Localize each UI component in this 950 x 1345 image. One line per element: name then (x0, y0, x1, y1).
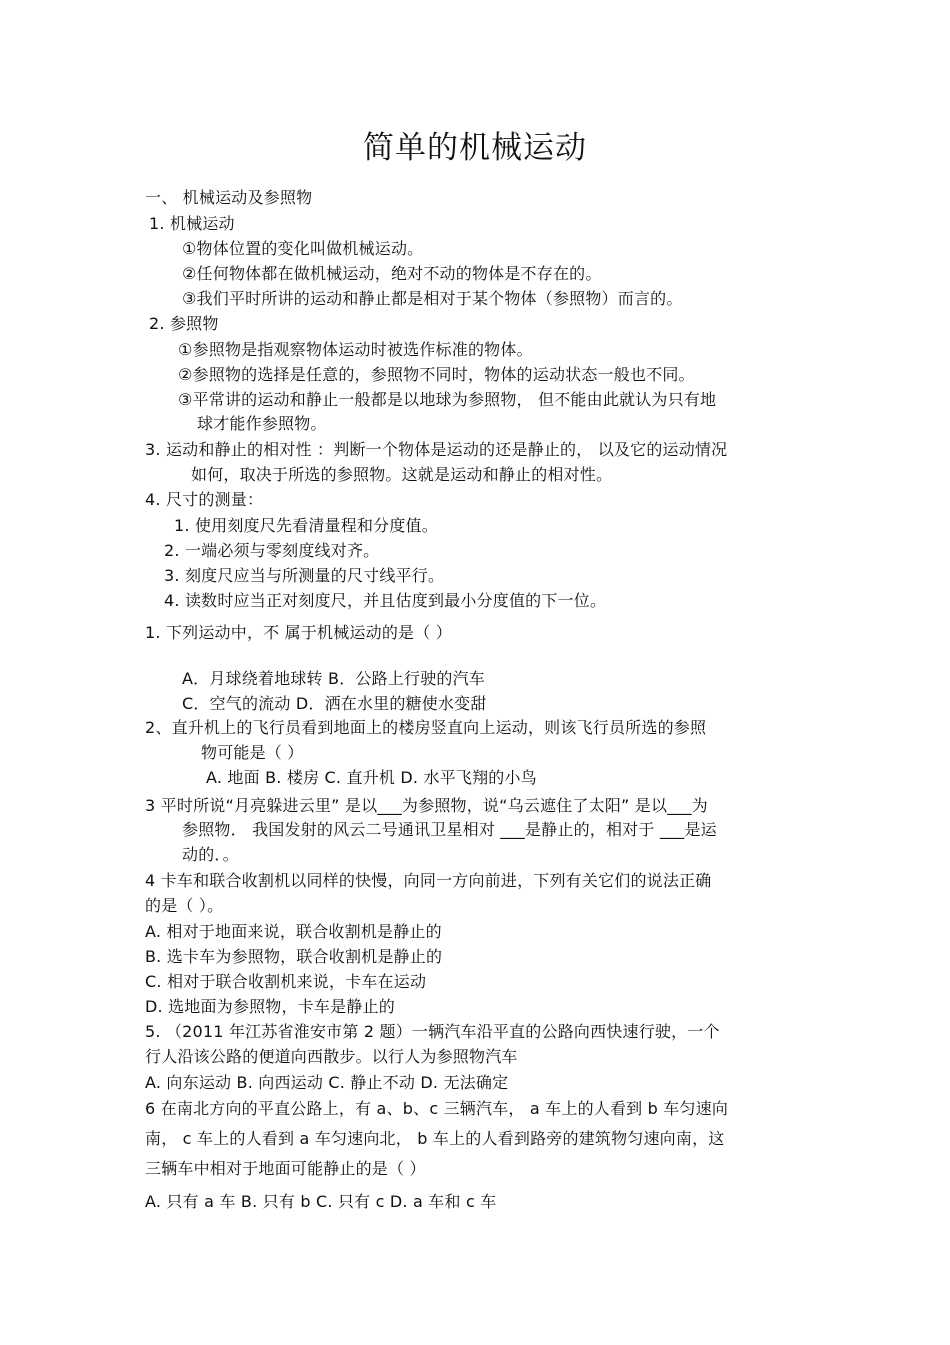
point-text: ②任何物体都在做机械运动，绝对不动的物体是不存在的。 (182, 264, 602, 283)
question-4-option-b: B. 选卡车为参照物，联合收割机是静止的 (145, 947, 443, 966)
document-title: 简单的机械运动 (363, 130, 587, 166)
question-2: 2、直升机上的飞行员看到地面上的楼房竖直向上运动，则该飞行员所选的参照 (145, 718, 707, 737)
question-1-options-row-1: A．月球绕着地球转 B．公路上行驶的汽车 (182, 669, 486, 688)
question-1-options-row-2: C．空气的流动 D．洒在水里的糖使水变甜 (182, 694, 487, 713)
list-item: 4. 读数时应当正对刻度尺，并且估度到最小分度值的下一位。 (164, 591, 607, 610)
point-text-continued: 球才能作参照物。 (197, 414, 327, 433)
list-item: 1. 使用刻度尺先看清量程和分度值。 (174, 516, 438, 535)
subsection-heading: 2. 参照物 (149, 314, 219, 333)
list-item: 2. 一端必须与零刻度线对齐。 (164, 541, 380, 560)
question-2-options: A. 地面 B. 楼房 C. 直升机 D. 水平飞翔的小鸟 (206, 768, 537, 787)
question-6-options: A. 只有 a 车 B. 只有 b C. 只有 c D. a 车和 c 车 (145, 1192, 497, 1211)
question-3: 3 平时所说“月亮躲进云里” 是以___为参照物，说“乌云遮住了太阳” 是以___为 (145, 796, 708, 815)
question-6-continued: 南， c 车上的人看到 a 车匀速向北， b 车上的人看到路旁的建筑物匀速向南，这 (145, 1129, 725, 1148)
question-4-option-c: C. 相对于联合收割机来说，卡车在运动 (145, 972, 427, 991)
question-6: 6 在南北方向的平直公路上，有 a、b、c 三辆汽车， a 车上的人看到 b 车匀速向 (145, 1099, 729, 1118)
point-text: ③平常讲的运动和静止一般都是以地球为参照物， 但不能由此就认为只有地 (178, 390, 717, 409)
question-3-continued: 参照物． 我国发射的风云二号通讯卫星相对 ___是静止的，相对于 ___是运 (182, 820, 717, 839)
question-4-option-a: A. 相对于地面来说，联合收割机是静止的 (145, 922, 442, 941)
question-3-continued: 动的．。 (182, 845, 239, 864)
question-4-option-d: D. 选地面为参照物，卡车是静止的 (145, 997, 395, 1016)
question-1: 1. 下列运动中，不 属于机械运动的是（ ） (145, 623, 452, 642)
subsection-heading: 4. 尺寸的测量： (145, 490, 264, 509)
point-text: ③我们平时所讲的运动和静止都是相对于某个物体（参照物）而言的。 (182, 289, 683, 308)
list-item: 3. 刻度尺应当与所测量的尺寸线平行。 (164, 566, 445, 585)
concept-text-continued: 如何，取决于所选的参照物。这就是运动和静止的相对性。 (191, 465, 613, 484)
question-4-continued: 的是（ ）。 (145, 896, 224, 915)
question-2-continued: 物可能是（ ） (201, 743, 304, 762)
section-heading: 一、 机械运动及参照物 (145, 188, 313, 207)
point-text: ①参照物是指观察物体运动时被选作标准的物体。 (178, 340, 533, 359)
question-5-continued: 行人沿该公路的便道向西散步。以行人为参照物汽车 (145, 1047, 518, 1066)
point-text: ①物体位置的变化叫做机械运动。 (182, 239, 424, 258)
concept-text: 3. 运动和静止的相对性 ：判断一个物体是运动的还是静止的， 以及它的运动情况 (145, 440, 728, 459)
question-5-options: A. 向东运动 B. 向西运动 C. 静止不动 D. 无法确定 (145, 1073, 509, 1092)
subsection-heading: 1. 机械运动 (149, 214, 235, 233)
question-5: 5. （2011 年江苏省淮安市第 2 题）一辆汽车沿平直的公路向西快速行驶，一个 (145, 1022, 720, 1041)
point-text: ②参照物的选择是任意的，参照物不同时，物体的运动状态一般也不同。 (178, 365, 695, 384)
question-4: 4 卡车和联合收割机以同样的快慢，向同一方向前进，下列有关它们的说法正确 (145, 871, 712, 890)
question-6-continued: 三辆车中相对于地面可能静止的是（ ） (145, 1159, 426, 1178)
